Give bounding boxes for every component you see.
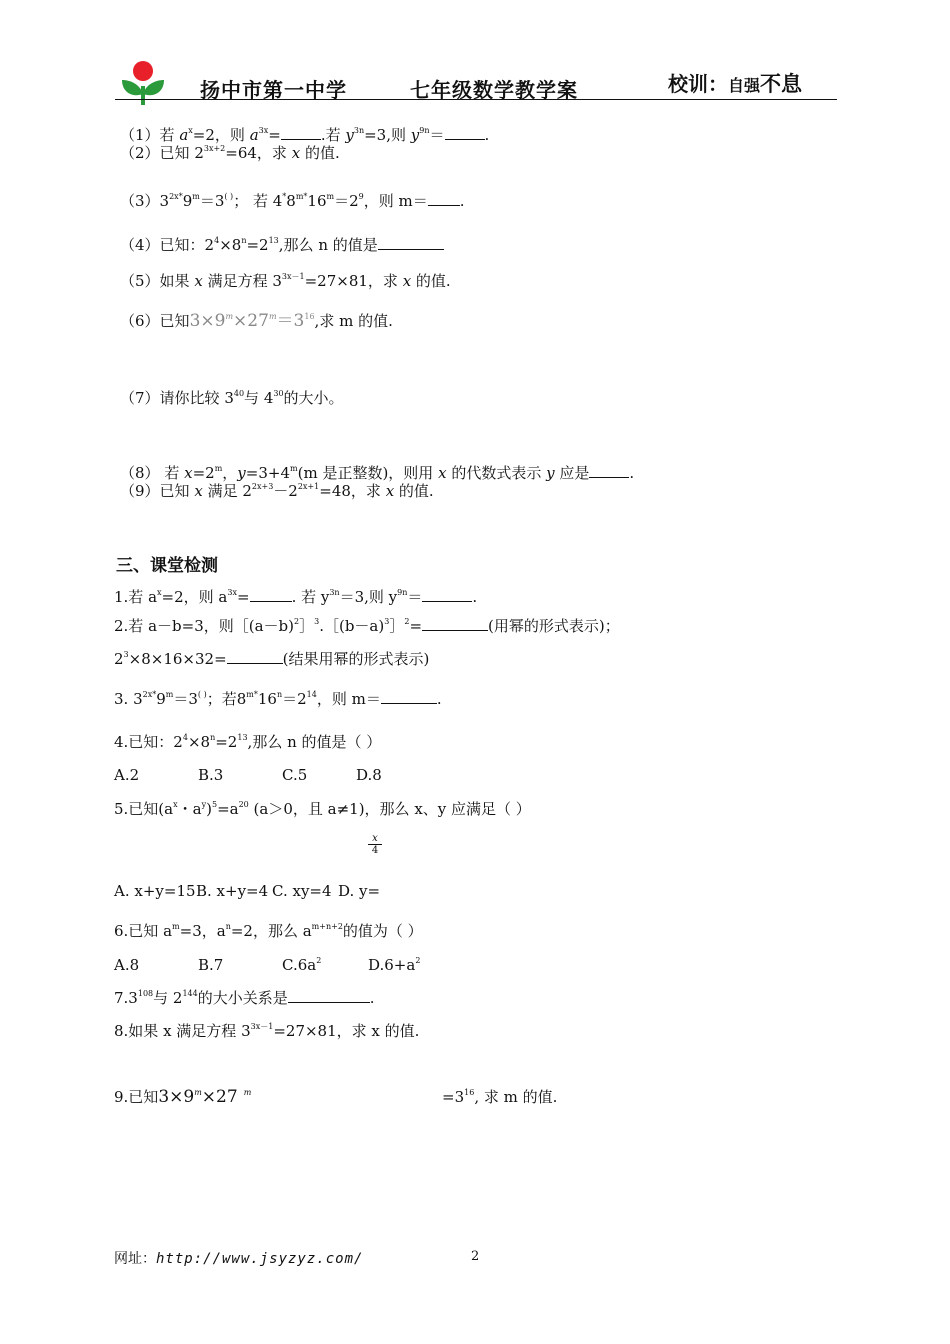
option-d[interactable]: $D.6+a^2$ — [368, 956, 421, 974]
option-d[interactable]: D.8 — [356, 766, 382, 784]
answer-blank[interactable] — [378, 236, 444, 250]
exercise-1: （1）若 $a^x=2$，则 $a^{3x}=$ .若 $y^{3n}=3$,则 $y^{9n}=$ . — [120, 126, 490, 144]
course-title: 七年级数学教学案 — [410, 78, 578, 102]
answer-blank[interactable] — [422, 588, 472, 602]
section-title: 三、课堂检测 — [116, 556, 218, 576]
test-question-3: 3. $3^{2x*}9^m=3^{( )}$；若$8^{m*}16^n=2^{14}$，则 m＝ . — [114, 690, 442, 708]
fraction-x-over-4: x 4 — [368, 833, 382, 856]
exercise-4: （4）已知：$2^4\times 8^n=2^{13}$,那么 n 的值是 — [120, 236, 444, 254]
answer-blank[interactable] — [589, 464, 629, 478]
answer-blank[interactable] — [445, 126, 485, 140]
exercise-5: （5）如果 x 满足方程 $3^{3x-1}=27\times 81$，求 x 的值. — [120, 272, 451, 290]
test-question-6: 6.已知 $a^m=3$，$a^n=2$，那么 $a^{m+n+2}$的值为（ ） — [114, 922, 423, 940]
test-question-1: 1.若 $a^x=2$，则 $a^{3x}=$ . 若 $y^{3n}=3$,则 $y^{9n}=$ . — [114, 588, 478, 606]
answer-blank[interactable] — [281, 126, 321, 140]
option-c[interactable]: C.5 — [282, 766, 308, 784]
option-a[interactable]: A.2 — [114, 766, 140, 784]
page-number: 2 — [471, 1249, 480, 1264]
test-question-4: 4.已知：$2^4\times 8^n=2^{13}$,那么 n 的值是（ ） — [114, 733, 382, 751]
option-b[interactable]: B.3 — [198, 766, 224, 784]
answer-blank[interactable] — [288, 989, 370, 1003]
answer-blank[interactable] — [422, 617, 488, 631]
exercise-7: （7）请你比较 $3^{40}$与 $4^{30}$的大小。 — [120, 389, 344, 407]
test-question-2: 2.若 a－b=3，则$[(a-b)^2]^3.[(b-a)^3]^2=$ (用幂的形式表示)； — [114, 617, 620, 635]
website-link[interactable]: http://www.jsyzyz.com/ — [156, 1251, 364, 1267]
option-a[interactable]: A.8 — [114, 956, 140, 974]
test-question-5: 5.已知($a^x$・$a^y)^5=a^{20}$ (a＞0，且 a≠1)，那么 x、y 应满足（ ） — [114, 800, 531, 818]
option-b[interactable]: B.7 — [198, 956, 224, 974]
exercise-3: $(3)3^{2x*}9^m=3^{( )}$； 若 $4^*8^{m*}16^m=2^9$，则 m＝ . — [120, 192, 465, 210]
exercise-9: （9）已知 x 满足 $2^{2x+3}-2^{2x+1}=48$，求 x 的值. — [120, 482, 434, 500]
school-motto: 校训：自强不息 — [668, 72, 803, 96]
exercise-2: （2）已知 $2^{3x+2}=64$，求 x 的值. — [120, 144, 340, 162]
answer-blank[interactable] — [250, 588, 292, 602]
test-question-9-rhs: $=3^{16}$, 求 m 的值. — [442, 1088, 558, 1106]
test-question-9: 9.已知$3\times 9^m\times 27$ $^m$ — [114, 1087, 252, 1107]
option-b[interactable]: B. x+y=4 — [196, 882, 269, 900]
exercise-8: （8） 若 $x=2^m$，$y=3+4^m(m$ 是正整数)，则用 x 的代数式表示 y 应是 . — [120, 464, 635, 482]
option-a[interactable]: A. x+y=15 — [114, 882, 196, 900]
header-rule — [115, 99, 837, 100]
answer-blank[interactable] — [381, 690, 437, 704]
option-d[interactable]: D. y= — [338, 882, 381, 900]
test-question-7: $7.3^{108}$与 $2^{144}$的大小关系是 . — [114, 989, 375, 1007]
option-c[interactable]: $C.6a^2$ — [282, 956, 322, 974]
test-question-8: 8.如果 x 满足方程 $3^{3x-1}=27\times 81$，求 x 的值. — [114, 1022, 420, 1040]
answer-blank[interactable] — [227, 650, 283, 664]
test-question-2b: $2^3\times 8\times 16\times 32=$ (结果用幂的形式表示) — [114, 650, 430, 668]
school-name: 扬中市第一中学 — [200, 78, 347, 102]
option-c[interactable]: C. xy=4 — [272, 882, 332, 900]
answer-blank[interactable] — [428, 192, 460, 206]
footer-website: 网址：http://www.jsyzyz.com/ — [114, 1251, 364, 1267]
exercise-6: （6）已知$3\times 9^m\times 27^m=3^{16}$,求 m 的值. — [120, 311, 393, 331]
